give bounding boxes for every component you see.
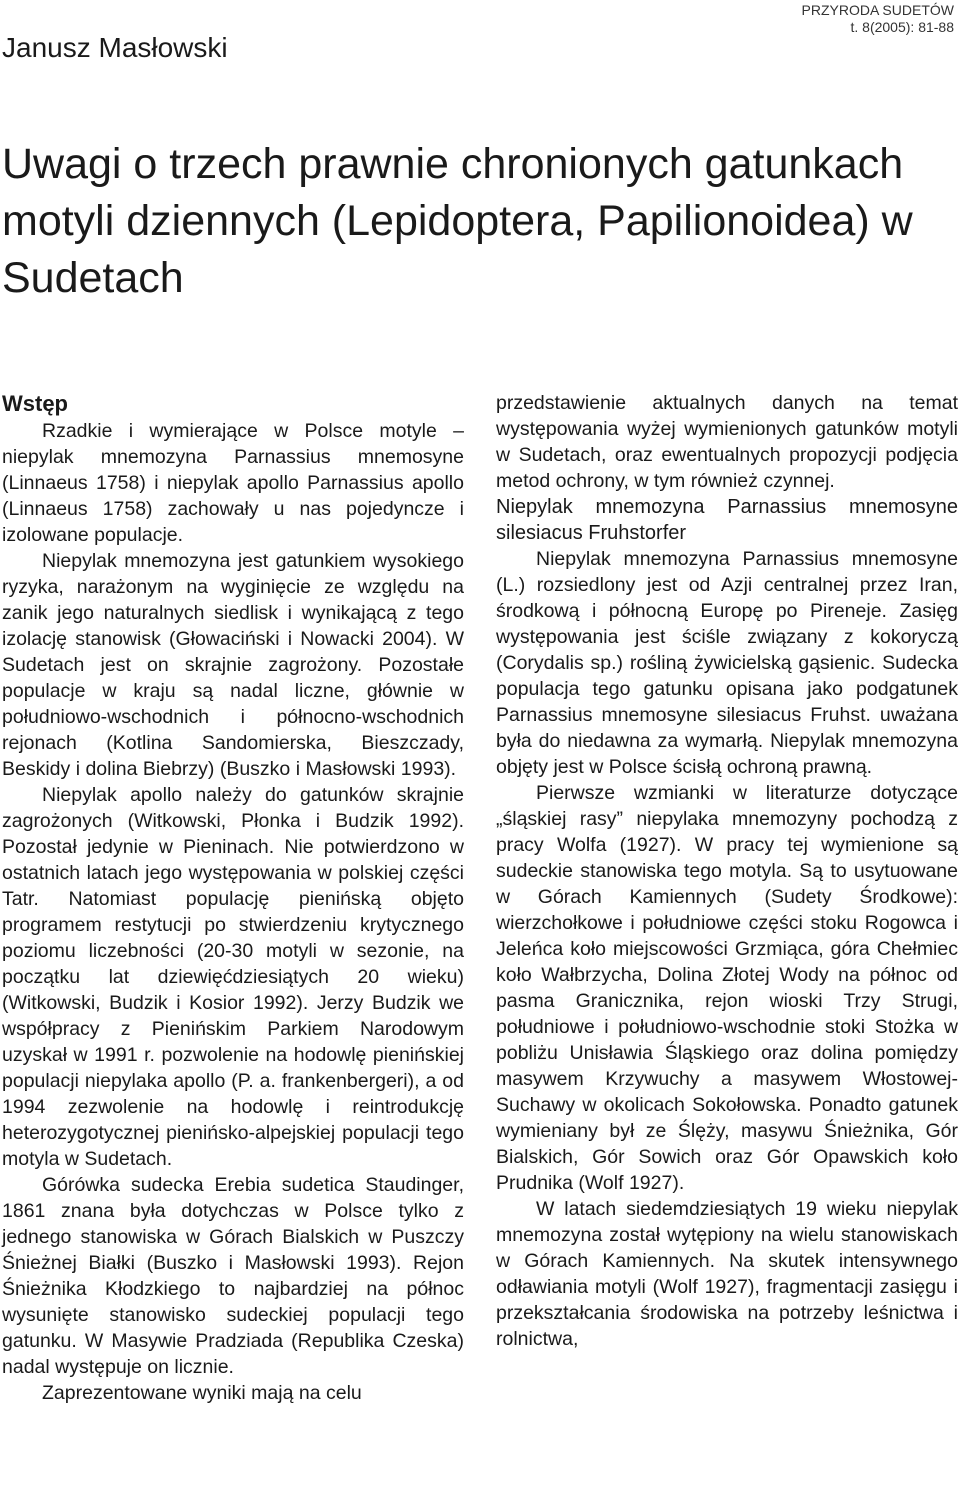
journal-issue: t. 8(2005): 81-88 (850, 19, 954, 35)
paragraph: W latach siedemdziesiątych 19 wieku niepylak mnemozyna został wytępiony na wielu stanowiskach w Górach Kamiennych. Na skutek intensywnego odławiania motyli (Wolf 1927), fragmentacji zasięgu i przekształcania środowiska na potrzeby leśnictwa i rolnictwa, (496, 1198, 958, 1350)
article-title: Uwagi o trzech prawnie chronionych gatunkach motyli dziennych (Lepidoptera, Papilionoidea) w Sudetach (2, 140, 913, 302)
subsection-heading: Niepylak mnemozyna Parnassius mnemosyne silesiacus Fruhstorfer (496, 496, 958, 544)
paragraph: Niepylak mnemozyna jest gatunkiem wysokiego ryzyka, narażonym na wyginięcie ze względu na zanik jego naturalnych siedlisk i wynikającą z tego izolację stanowisk (Głowaciński i Nowacki 2004). W Sudetach jest on skrajnie zagrożony. Pozostałe populacje w kraju są nadal liczne, głównie w południowo-wschodnich i północno-wschodnich rejonach (Kotlina Sandomierska, Bieszczady, Beskidy i dolina Biebrzy) (Buszko i Masłowski 1993). (2, 550, 464, 780)
paragraph: Niepylak apollo należy do gatunków skrajnie zagrożonych (Witkowski, Płonka i Budzik 1992). Pozostał jedynie w Pieninach. Nie potwierdzono w ostatnich latach jego występowania w polskiej części Tatr. Natomiast populację pienińską objęto programem restytucji po stwierdzeniu krytycznego poziomu liczebności (20-30 motyli w sezonie, na początku lat dziewięćdziesiątych 20 wieku) (Witkowski, Budzik i Kosior 1992). Jerzy Budzik we współpracy z Pienińskim Parkiem Narodowym uzyskał w 1991 r. pozwolenie na hodowlę pienińskiej populacji niepylaka apollo (P. a. frankenbergeri), a od 1994 zezwolenie na hodowlę i reintrodukcję heterozygotycznej pienińsko-alpejskiej populacji tego motyla w Sudetach. (2, 784, 464, 1170)
right-column (496, 390, 958, 1352)
author-name: Janusz Masłowski (2, 32, 228, 63)
paragraph: Rzadkie i wymierające w Polsce motyle – niepylak mnemozyna Parnassius mnemosyne (Linnaeus 1758) i niepylak apollo Parnassius apollo (Linnaeus 1758) zachowały u nas pojedyncze i izolowane populacje. (2, 420, 464, 546)
left-column (2, 390, 464, 1406)
paragraph: Zaprezentowane wyniki mają na celu (42, 1382, 362, 1404)
journal-citation (802, 2, 954, 36)
section-heading-intro: Wstęp (2, 391, 68, 416)
paragraph: Pierwsze wzmianki w literaturze dotyczące „śląskiej rasy” niepylaka mnemozyny pochodzą z pracy Wolfa (1927). W pracy tej wymienione są sudeckie stanowiska tego motyla. Są to usytuowane w Górach Kamiennych (Sudety Środkowe): wierzchołkowe i południowe części stoku Rogowca i Jeleńca koło miejscowości Grzmiąca, góra Chełmiec koło Wałbrzycha, Dolina Złotej Wody na północ od pasma Granicznika, rejon wioski Trzy Strugi, południowe i południowo-wschodnie stoki Stożka w pobliżu Unisławia Śląskiego oraz dolina pomiędzy masywem Krzywuchy a masywem Włostowej-Suchawy w okolicach Sokołowska. Ponadto gatunek wymieniany był ze Ślęży, masywu Śnieżnika, Gór Bialskich, Gór Sowich oraz Gór Opawskich koło Prudnika (Wolf 1927). (496, 782, 958, 1194)
paragraph: Górówka sudecka Erebia sudetica Staudinger, 1861 znana była dotychczas w Polsce tylko z jednego stanowiska w Górach Bialskich w Puszczy Śnieżnej Białki (Buszko i Masłowski 1993). Rejon Śnieżnika Kłodzkiego to najbardziej na północ wysunięte stanowisko sudeckiej populacji tego gatunku. W Masywie Pradziada (Republika Czeska) nadal występuje on licznie. (2, 1174, 464, 1378)
paragraph: Niepylak mnemozyna Parnassius mnemosyne (L.) rozsiedlony jest od Azji centralnej przez Iran, środkową i północną Europę po Pireneje. Zasięg występowania jest ściśle związany z kokoryczą (Corydalis sp.) rośliną żywicielską gąsienic. Sudecka populacja tego gatunku opisana jako podgatunek Parnassius mnemosyne silesiacus Fruhst. uważana była do niedawna za wymarłą. Niepylak mnemozyna objęty jest w Polsce ścisłą ochroną prawną. (496, 548, 958, 778)
paragraph: przedstawienie aktualnych danych na temat występowania wyżej wymienionych gatunków motyli w Sudetach, oraz ewentualnych propozycji podjęcia metod ochrony, w tym również czynnej. (496, 392, 958, 492)
journal-name: PRZYRODA SUDETÓW (801, 2, 954, 18)
